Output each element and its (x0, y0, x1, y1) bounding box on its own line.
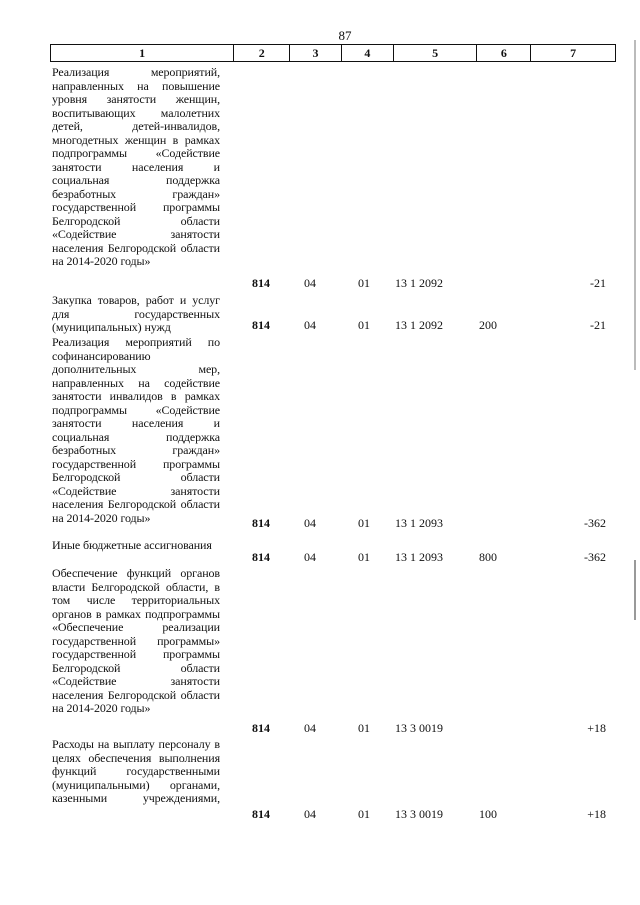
cell-section: 04 (304, 318, 316, 332)
table-header (50, 44, 616, 62)
cell-target-article: 13 3 0019 (395, 721, 443, 735)
header-col-1: 1 (51, 45, 234, 61)
table-row (52, 335, 618, 530)
table-row (52, 737, 618, 821)
row-description: Иные бюджетные ассигнования (52, 538, 212, 552)
scan-edge-shadow (634, 40, 636, 370)
cell-subsection: 01 (358, 318, 370, 332)
cell-expense-type: 200 (479, 318, 497, 332)
table-row (52, 566, 618, 735)
header-col-5: 5 (394, 45, 478, 61)
row-description: Обеспечение функций органов власти Белгородской области, в том числе территориальных органов в рамках подпрограммы «Обеспечение реализации государственной программы» государственной программы Белгородской области «Содействие занятости населения Белгородской области на 2014-2020 годы» (52, 566, 220, 715)
cell-target-article: 13 1 2093 (395, 516, 443, 530)
cell-subsection: 01 (358, 516, 370, 530)
cell-amount: +18 (587, 721, 606, 735)
cell-section: 04 (304, 721, 316, 735)
cell-expense-type: 100 (479, 807, 497, 821)
cell-ministry: 814 (252, 550, 270, 564)
scan-edge-mark (634, 560, 636, 620)
cell-target-article: 13 1 2093 (395, 550, 443, 564)
cell-ministry: 814 (252, 516, 270, 530)
cell-ministry: 814 (252, 318, 270, 332)
header-col-7: 7 (570, 46, 577, 60)
cell-section: 04 (304, 276, 316, 290)
cell-amount: -362 (584, 516, 606, 530)
header-col-3: 3 (290, 45, 342, 61)
cell-amount: -362 (584, 550, 606, 564)
page-number: 87 (338, 28, 352, 43)
row-description: Реализация мероприятий по софинансированию дополнительных мер, направленных на содействие занятости инвалидов в рамках подпрограммы «Содействие занятости населения и социальная поддержка безработных граждан» государственной программы Белгородской области «Содействие занятости населения Белгородской области на 2014-2020 годы» (52, 335, 220, 525)
table-row (52, 65, 618, 290)
table-row (52, 294, 618, 335)
cell-ministry: 814 (252, 807, 270, 821)
cell-subsection: 01 (358, 807, 370, 821)
cell-target-article: 13 1 2092 (395, 318, 443, 332)
header-col-4: 4 (342, 45, 394, 61)
cell-ministry: 814 (252, 721, 270, 735)
cell-subsection: 01 (358, 276, 370, 290)
cell-section: 04 (304, 550, 316, 564)
cell-ministry: 814 (252, 276, 270, 290)
cell-section: 04 (304, 807, 316, 821)
cell-subsection: 01 (358, 721, 370, 735)
cell-target-article: 13 3 0019 (395, 807, 443, 821)
cell-target-article: 13 1 2092 (395, 276, 443, 290)
cell-subsection: 01 (358, 550, 370, 564)
header-col-6: 6 (477, 45, 531, 61)
row-description: Реализация мероприятий, направленных на повышение уровня занятости женщин, воспитывающих малолетних детей, детей-инвалидов, многодетных женщин в рамках подпрограммы «Содействие занятости населения и социальная поддержка безработных граждан» государственной программы Белгородской области «Содействие занятости населения Белгородской области на 2014-2020 годы» (52, 65, 220, 268)
row-description: Расходы на выплату персоналу в целях обеспечения выполнения функций государственными (муниципальными) органами, казенными учреждениями, (52, 737, 220, 805)
cell-amount: -21 (590, 318, 606, 332)
table-row (52, 538, 618, 564)
cell-expense-type: 800 (479, 550, 497, 564)
cell-amount: +18 (587, 807, 606, 821)
header-col-2: 2 (234, 45, 290, 61)
cell-amount: -21 (590, 276, 606, 290)
cell-section: 04 (304, 516, 316, 530)
row-description: Закупка товаров, работ и услуг для государственных (муниципальных) нужд (52, 293, 220, 334)
